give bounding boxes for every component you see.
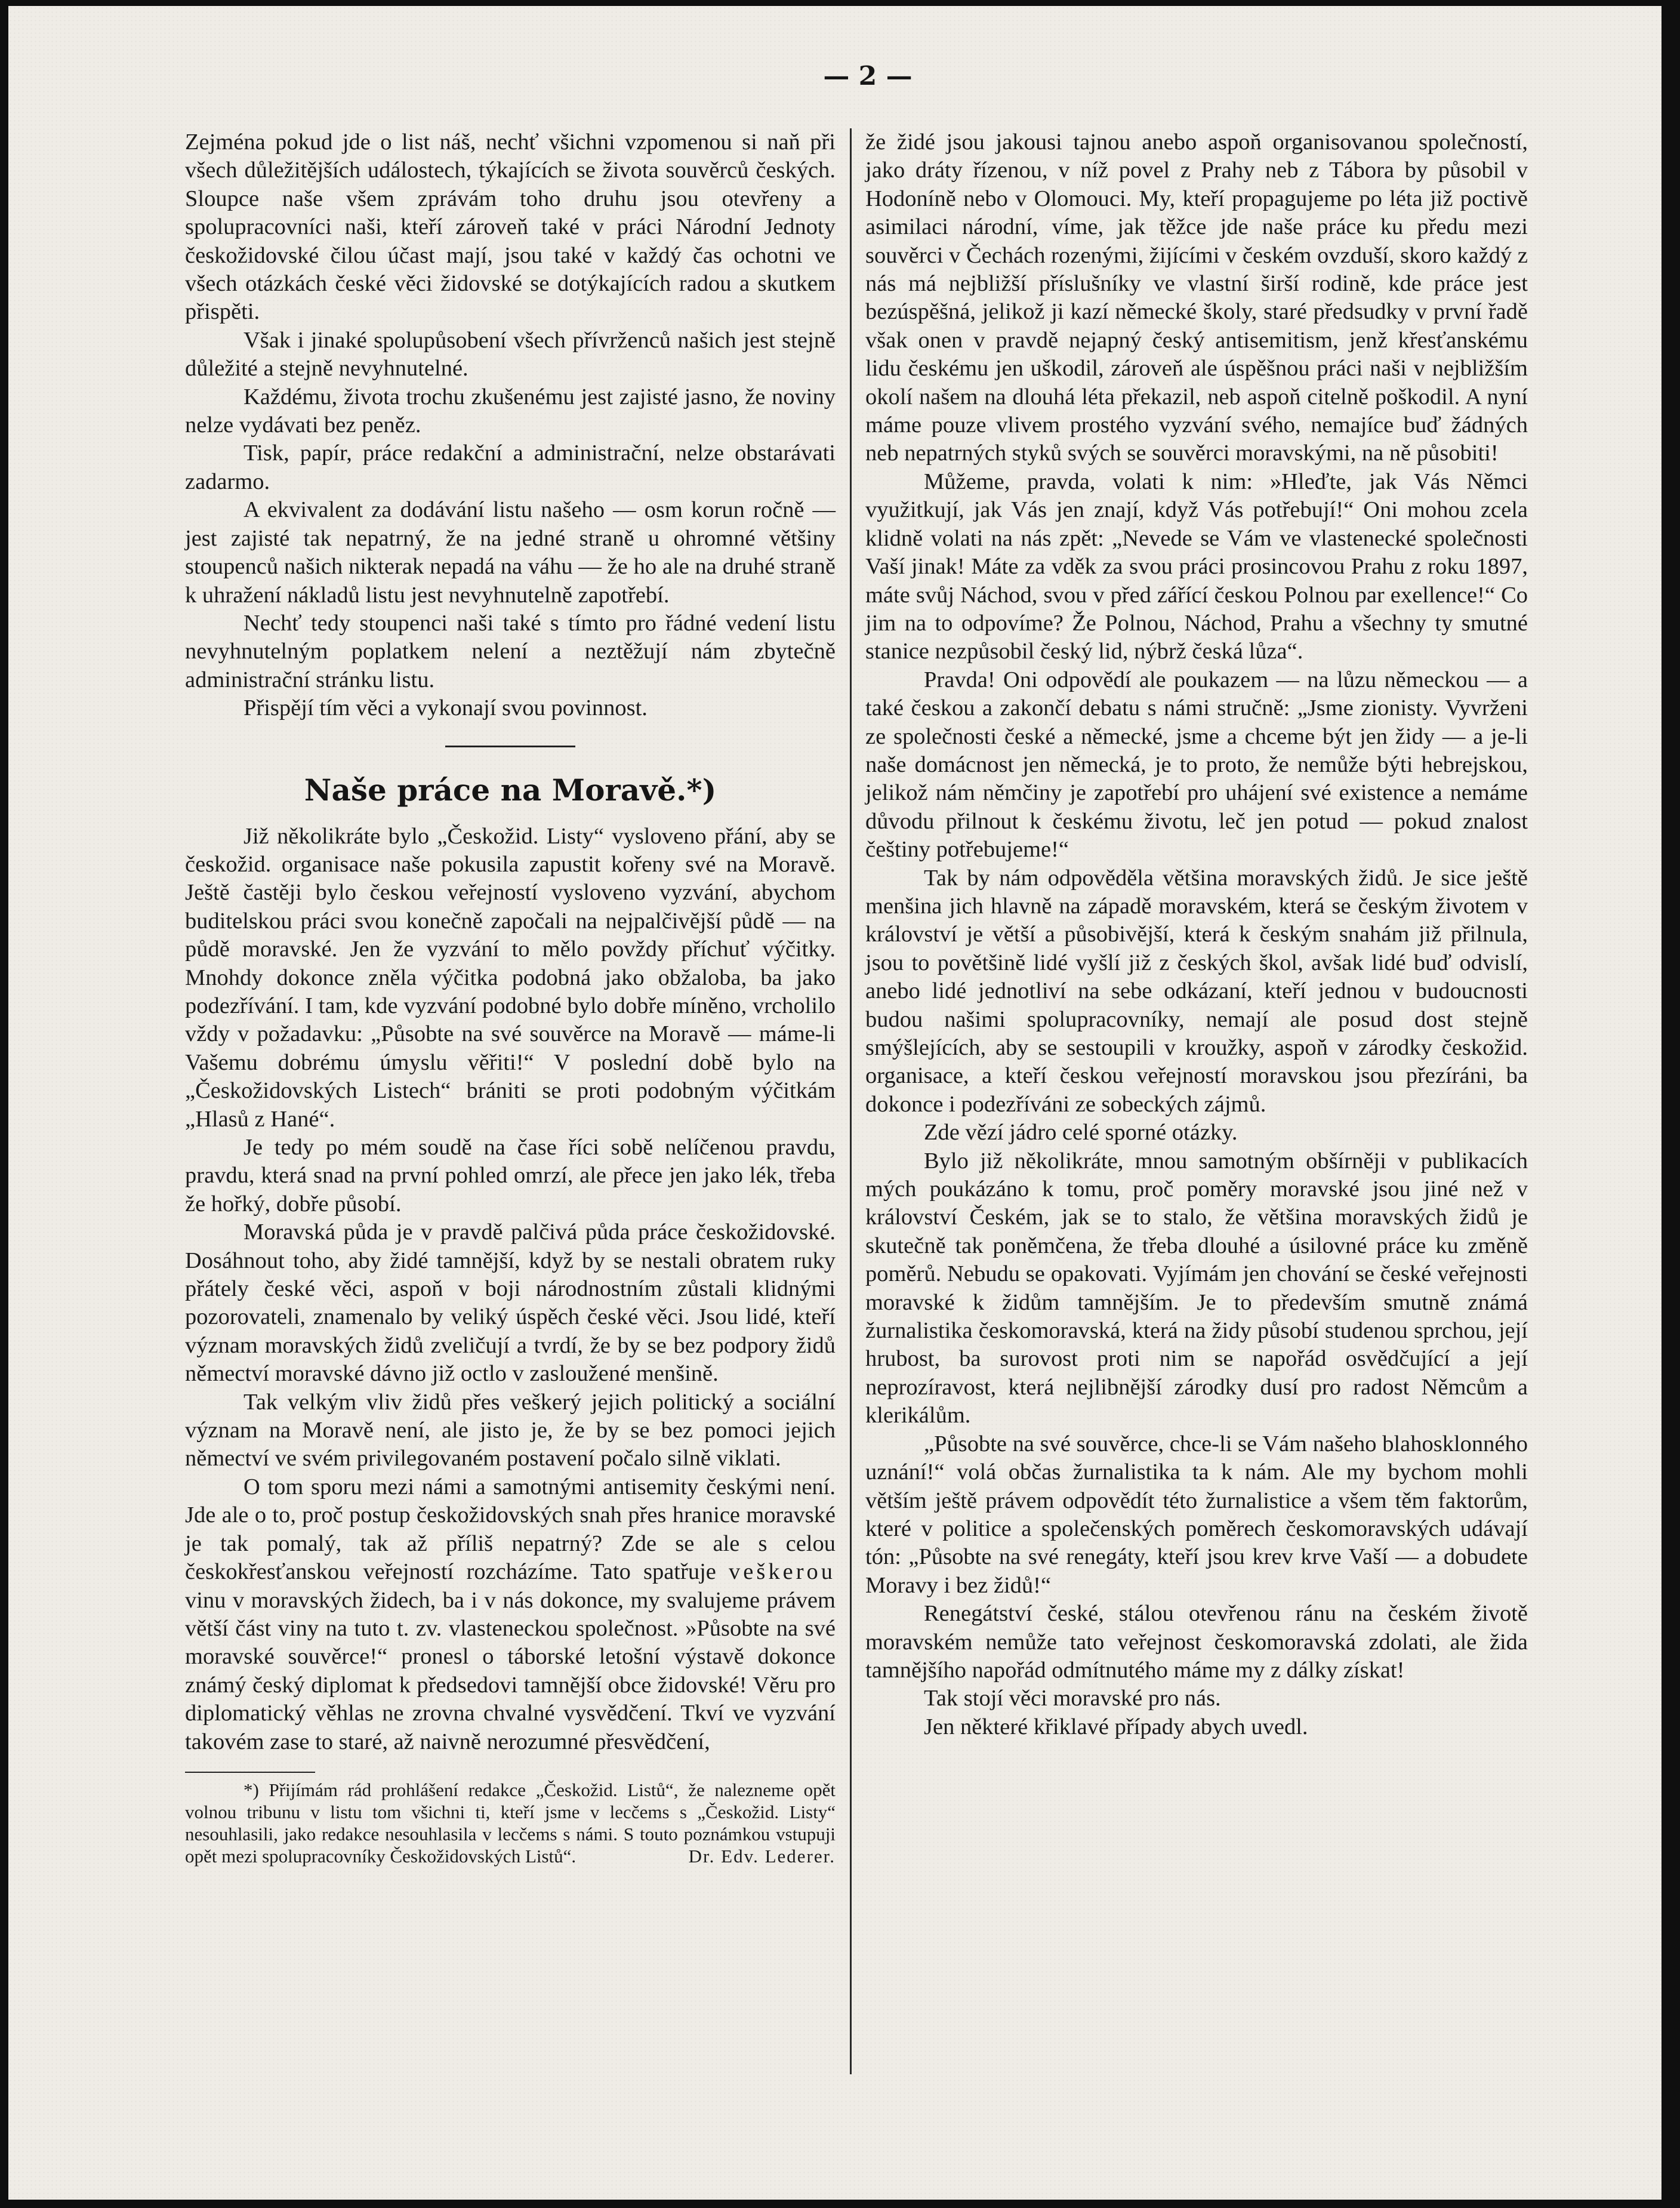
article-paragraph: Je tedy po mém soudě na čase říci sobě nelíčenou pravdu, pravdu, která snad na první pohled omrzí, ale přece jen jako lék, třeba že hořký, dobře působí.: [185, 1135, 836, 1217]
column-divider: [850, 128, 852, 2074]
split-paragraph-start: O tom sporu mezi námi a samotnými antisemity českými není. Jde ale o to, proč postup českožidovských snah přes hranice moravské je tak pomalý, tak až příliš nepatrný? Zde se ale s celou českokřesťanskou veřejností rozcházíme. Tato spatřuje: [185, 1474, 836, 1585]
article-paragraph: Renegátství české, stálou otevřenou ránu na českém životě moravském nemůže tato veřejnost českomoravská zdolati, ale žida tamnějšího napořád odmítnutého máme my z dálky získat!: [865, 1601, 1528, 1683]
split-paragraph-end: vinu v moravských židech, ba i v nás dokonce, my svalujeme právem větší část viny na tuto t. zv. vlasteneckou společnost. »Působte na své moravské souvěrce!“ pronesl o táborské letošní výstavě dokonce známý český diplomat k předsedovi tamnější obce židovské! Věru pro diplomatický věhlas ne zrovna chvalné vysvědčení. Tkví ve vyzvání takovém zase to staré, až naivně nerozumné přesvědčení,: [185, 1587, 836, 1754]
article-paragraph: Již několikráte bylo „Českožid. Listy“ vysloveno přání, aby se českožid. organisace naše pokusila zapustit kořeny své na Moravě. Ještě častěji bylo českou veřejností vysloveno vyzvání, abychom buditelskou práci svou konečně započali na nejpalčivější půdě — na půdě moravské. Jen že vyzvání to mělo povždy příchuť výčitky. Mnohdy dokonce zněla výčitka podobná jako obžaloba, ba jako podezřívání. I tam, kde vyzvání podobné bylo dobře míněno, vrcholilo vždy v požadavku: „Působte na své souvěrce na Moravě — máme-li Vašemu dobrému úmyslu věřiti!“ V poslední době bylo na „Českožidovských Listech“ brániti se proti podobným výčitkám „Hlasů z Hané“.: [185, 823, 836, 1132]
article-paragraph: Tak by nám odpověděla většina moravských židů. Je sice ještě menšina jich hlavně na západě moravském, která se českým životem v království je větší a působivější, která k českým snahám již přilnula, jsou to povětšině lidé vyšlí již z českých škol, avšak lidé buď odvislí, anebo lidé jednotliví na sebe odkázaní, kteří jednou v budoucnosti budou našimi spolupracovníky, nemají ale posud dost stejně smýšlejících, aby se sestoupili v kroužky, aspoň v zárodky českožid. organisace, a kteří českou veřejností moravskou jsou přezíráni, ba dokonce i podezříváni ze sobeckých zájmů.: [865, 865, 1528, 1117]
footnote: [185, 1779, 836, 1867]
footnote-text: *) Přijímám rád prohlášení redakce „Českožid. Listů“, že nalezneme opět volnou tribunu v listu tom všichni ti, kteří jsme v lecčems s „Českožid. Listy“ nesouhlasili, jako redakce nesouhlasila v lecčems s námi. S touto poznámkou vstupuji opět mezi spolupracovníky Českožidovských Listů“.: [185, 1779, 836, 1867]
footnote-author: Dr. Edv. Lederer.: [688, 1845, 836, 1867]
article-paragraph: „Působte na své souvěrce, chce-li se Vám našeho blahosklonného uznání!“ volá občas žurnalistika ta k nám. Ale my bychom mohli větším ještě právem odpovědít této žurnalistice a všem těm faktorům, které v politice a společenských poměrech českomoravských udávají tón: „Působte na své renegáty, kteří jsou krev krve Vaší — a dobudete Moravy i bez židů!“: [865, 1431, 1528, 1598]
article-paragraph: Moravská půda je v pravdě palčivá půda práce českožidovské. Dosáhnout toho, aby židé tamnější, když by se nestali obratem ruky přátely české věci, aspoň v boji národnostním zůstali klidnými pozorovateli, znamenalo by veliký úspěch české věci. Jsou lidé, kteří význam moravských židů zveličují a tvrdí, že by se bez podpory židů němectví moravské dávno již octlo v zasloužené menšině.: [185, 1220, 836, 1387]
intro-paragraph: Však i jinaké spolupůsobení všech přívrženců našich jest stejně důležité a stejně nevyhnutelné.: [185, 327, 836, 381]
article-paragraph: Pravda! Oni odpovědí ale poukazem — na lůzu německou — a také českou a zakončí debatu s námi stručně: „Jsme zionisty. Vyvrženi ze společnosti české a německé, jsme a chceme být jen židy — a je-li naše domácnost jen německá, je to proto, že nemůže býti hebrejskou, jelikož nám němčiny je zapotřebí pro uhájení své existence a nemáme důvodu přilnout k českému životu, leč jen potud — pokud znalost češtiny potřebujeme!“: [865, 667, 1528, 863]
section-heading: Naše práce na Moravě.*): [304, 772, 717, 808]
intro-paragraph: Zejména pokud jde o list náš, nechť všichni vzpomenou si naň při všech důležitějších událostech, týkajících se života souvěrců českých. Sloupce naše všem zprávám toho druhu jsou otevřeny a spolupracovníci naši, kteří zároveň také v práci Národní Jednoty českožidovské čilou účast mají, jsou také v každý čas ochotni ve všech otázkách české věci židovské se dotýkajících radou a skutkem přispěti.: [185, 130, 836, 325]
article-paragraph-split: [185, 1473, 836, 1756]
article-paragraph: že židé jsou jakousi tajnou anebo aspoň organisovanou společností, jako dráty řízenou, v níž povel z Prahy neb z Tábora by působil v Hodoníně nebo v Olomouci. My, kteří propagujeme po léta již poctivě asimilaci národní, víme, jak těžce jde naše práce ku předu mezi souvěrci v Čechách rozenými, žijícími v českém ovzduší, skoro každý z nás má nejbližší příslušníky ve vlastní širší rodině, kde práce jest bezúspěšná, jelikož ji kazí německé školy, staré předsudky v první řadě však onen v pravdě nejapný český antisemitism, jenž křesťanskému lidu českému jen uškodil, zároveň ale úspěšnou práci naši v nejbližším okolí našem na dlouhá léta překazil, neb aspoň citelně poškodil. A nyní máme pouze vlivem prostého vyzvání svého, nemajíce buď žádných neb nepatrných styků svých se souvěrci moravskými, na ně působiti!: [865, 130, 1528, 466]
emphasized-word: veškerou: [729, 1559, 836, 1585]
intro-paragraph: Nechť tedy stoupenci naši také s tímto pro řádné vedení listu nevyhnutelným poplatkem nelení a neztěžují nám zbytečně administrační stránku listu.: [185, 610, 836, 692]
article-paragraph: Jen některé křiklavé případy abych uvedl.: [924, 1714, 1308, 1739]
article-paragraph: Můžeme, pravda, volati k nim: »Hleďte, jak Vás Němci využitkují, jak Vás jen znají, když Vás potřebují!“ Oni mohou zcela klidně volati na nás zpět: „Nevede se Vám ve vlastenecké společnosti Vaší jinak! Máte za vděk za svou práci prosincovou Prahu z roku 1897, máte svůj Náchod, svou v před zářící českou Polnou par exellence!“ Co jim na to odpovíme? Že Polnou, Náchod, Prahu a všechny ty smutné stanice nezpůsobil český lid, nýbrž česká lůza“.: [865, 469, 1528, 664]
intro-paragraph: Tisk, papír, práce redakční a administrační, nelze obstarávati zadarmo.: [185, 441, 836, 494]
article-paragraph: Tak velkým vliv židů přes veškerý jejich politický a sociální význam na Moravě není, ale jisto je, že by se bez pomoci jejich němectví ve svém privilegovaném postavení počalo silně viklati.: [185, 1389, 836, 1471]
newspaper-page: [8, 6, 1661, 2200]
article-paragraph: Tak stojí věci moravské pro nás.: [924, 1686, 1221, 1711]
footnote-divider: [185, 1772, 315, 1773]
article-paragraph: Bylo již několikráte, mnou samotným obšírněji v publikacích mých poukázáno k tomu, proč poměry moravské jsou jiné než v království Českém, jak se to stalo, že většina moravských židů je skutečně tak poněmčena, že třeba dlouhé a úsilovné práce ku změně poměrů. Nebudu se opakovati. Vyjímám jen chování se české veřejnosti moravské k židům tamnějším. Je to především smutně známá žurnalistika českomoravská, která na židy působí studenou sprchou, její hrubost, ba surovost proti nim se napořád osvědčující a její neprozíravost, která nejlibnější zárodky dusí pro radost Němcům a klerikálům.: [865, 1148, 1528, 1428]
intro-paragraph: A ekvivalent za dodávání listu našeho — osm korun ročně — jest zajisté tak nepatrný, že na jedné straně u ohromné většiny stoupenců našich nikterak nepadá na váhu — že ho ale na druhé straně k uhražení nákladů listu jest nevyhnutelně zapotřebí.: [185, 497, 836, 608]
left-column: [185, 128, 836, 1867]
intro-paragraph: Přispějí tím věci a vykonají svou povinnost.: [243, 695, 648, 721]
article-paragraph: Zde vězí jádro celé sporné otázky.: [924, 1120, 1238, 1145]
page-number: — 2 —: [823, 61, 913, 91]
intro-paragraph: Každému, života trochu zkušenému jest zajisté jasno, že noviny nelze vydávati bez peněz.: [185, 384, 836, 438]
right-column: [865, 128, 1528, 1741]
section-divider: [445, 746, 575, 747]
